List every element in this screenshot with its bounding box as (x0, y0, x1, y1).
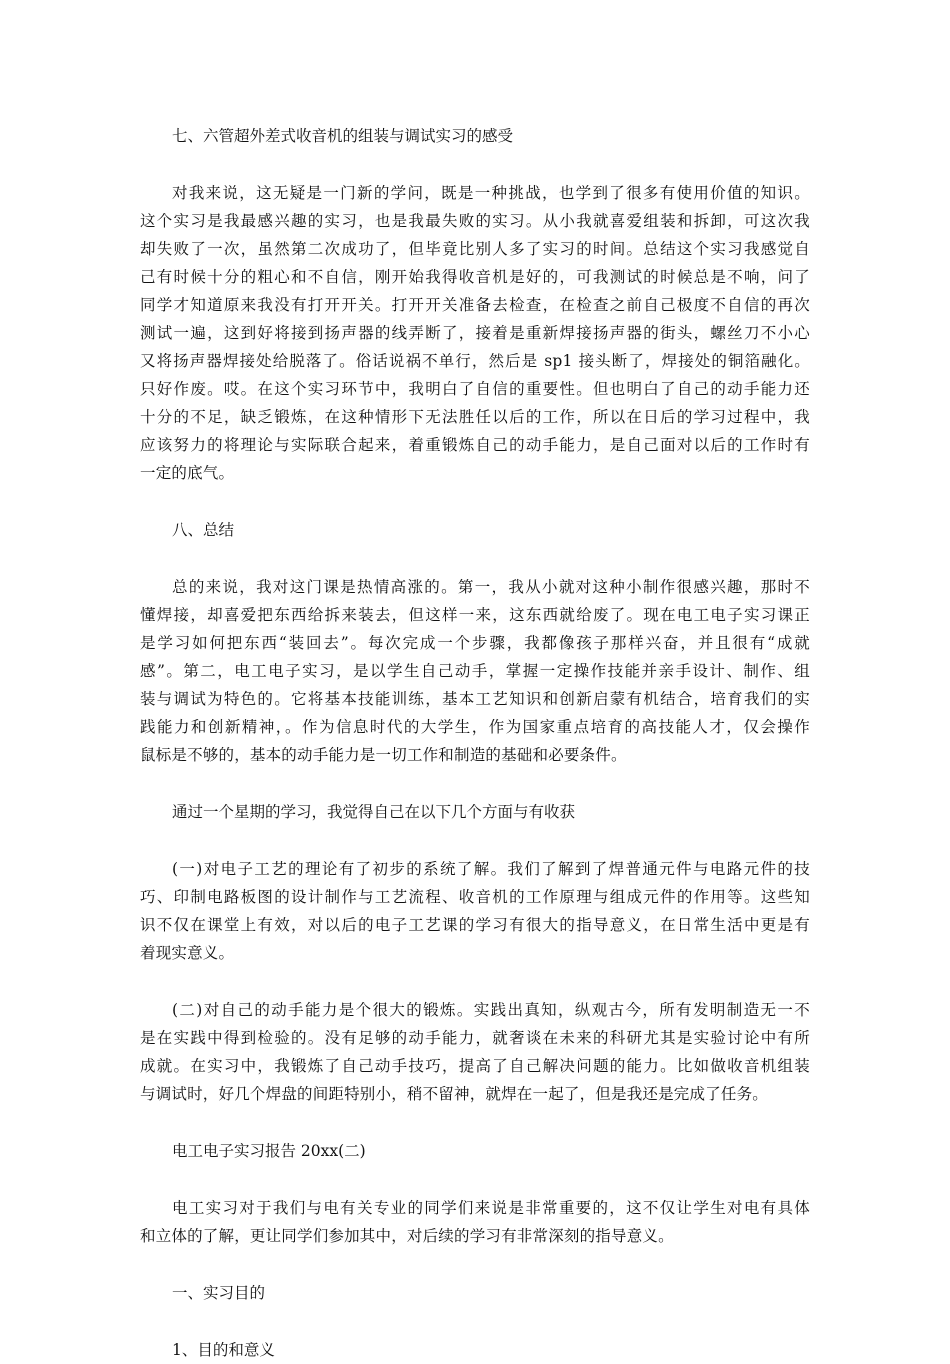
paragraph-gain-2 (140, 996, 810, 1108)
text-line: 十分的不足，缺乏锻炼，在这种情形下无法胜任以后的工作，所以在日后的学习过程中，我 (140, 408, 810, 426)
text-line: 一定的底气。 (140, 464, 235, 482)
document-body (140, 122, 810, 1364)
text-line: 己有时候十分的粗心和不自信，刚开始我得收音机是好的，可我测试的时候总是不响，问了 (140, 268, 810, 286)
text-line: 识不仅在课堂上有效，对以后的电子工艺课的学习有很大的指导意义，在日常生活中更是有 (140, 916, 810, 934)
text-line: 着现实意义。 (140, 944, 235, 962)
paragraph-section7 (140, 179, 810, 487)
section-heading-purpose: 一、实习目的 (172, 1284, 266, 1302)
section-heading-7: 七、六管超外差式收音机的组装与调试实习的感受 (172, 127, 514, 145)
text-line: 成就。在实习中，我锻炼了自己动手技巧，提高了自己解决问题的能力。比如做收音机组装 (140, 1057, 810, 1075)
paragraph-gains-intro: 通过一个星期的学习，我觉得自己在以下几个方面与有收获 (172, 803, 576, 821)
text-line: 又将扬声器焊接处给脱落了。俗话说祸不单行，然后是 sp1 接头断了，焊接处的铜箔融化。 (140, 352, 810, 370)
paragraph-report-intro (140, 1194, 810, 1250)
text-line: 是在实践中得到检验的。没有足够的动手能力，就奢谈在未来的科研尤其是实验讨论中有所 (140, 1029, 810, 1047)
text-line: (二)对自己的动手能力是个很大的锻炼。实践出真知，纵观古今，所有发明制造无一不 (172, 1001, 810, 1019)
text-line: 同学才知道原来我没有打开开关。打开开关准备去检查，在检查之前自己极度不自信的再次 (140, 296, 810, 314)
text-line: (一)对电子工艺的理论有了初步的系统了解。我们了解到了焊普通元件与电路元件的技 (172, 860, 810, 878)
text-line: 感”。第二，电工电子实习，是以学生自己动手，掌握一定操作技能并亲手设计、制作、组 (140, 662, 810, 680)
text-line: 践能力和创新精神，。作为信息时代的大学生，作为国家重点培育的高技能人才，仅会操作 (140, 718, 810, 736)
section-heading-8: 八、总结 (172, 521, 235, 539)
text-line: 却失败了一次，虽然第二次成功了，但毕竟比别人多了实习的时间。总结这个实习我感觉自 (140, 240, 810, 258)
text-line: 和立体的了解，更让同学们参加其中，对后续的学习有非常深刻的指导意义。 (140, 1227, 674, 1245)
paragraph-gain-1 (140, 855, 810, 967)
text-line: 测试一遍，这到好将接到扬声器的线弄断了，接着是重新焊接扬声器的街头，螺丝刀不小心 (140, 324, 810, 342)
text-line: 对我来说，这无疑是一门新的学问，既是一种挑战，也学到了很多有使用价值的知识。 (172, 184, 810, 202)
text-line: 这个实习是我最感兴趣的实习，也是我最失败的实习。从小我就喜爱组装和拆卸，可这次我 (140, 212, 810, 230)
text-line: 电工实习对于我们与电有关专业的同学们来说是非常重要的，这不仅让学生对电有具体 (172, 1199, 810, 1217)
text-line: 与调试时，好几个焊盘的间距特别小，稍不留神，就焊在一起了，但是我还是完成了任务。 (140, 1085, 769, 1103)
text-line: 鼠标是不够的，基本的动手能力是一切工作和制造的基础和必要条件。 (140, 746, 627, 764)
text-line: 只好作废。哎。在这个实习环节中，我明白了自信的重要性。但也明白了自己的动手能力还 (140, 380, 810, 398)
subsection-heading-meaning: 1、目的和意义 (172, 1341, 275, 1359)
text-line: 巧、印制电路板图的设计制作与工艺流程、收音机的工作原理与组成元件的作用等。这些知 (140, 888, 810, 906)
text-line: 总的来说，我对这门课是热情高涨的。第一，我从小就对这种小制作很感兴趣，那时不 (172, 578, 810, 596)
text-line: 应该努力的将理论与实际联合起来，着重锻炼自己的动手能力，是自己面对以后的工作时有 (140, 436, 810, 454)
text-line: 懂焊接，却喜爱把东西给拆来装去，但这样一来，这东西就给废了。现在电工电子实习课正 (140, 606, 810, 624)
text-line: 装与调试为特色的。它将基本技能训练，基本工艺知识和创新启蒙有机结合，培育我们的实 (140, 690, 810, 708)
paragraph-summary (140, 573, 810, 769)
report-title: 电工电子实习报告 20xx(二) (172, 1142, 366, 1160)
text-line: 是学习如何把东西“装回去”。每次完成一个步骤，我都像孩子那样兴奋，并且很有“成就 (140, 634, 810, 652)
